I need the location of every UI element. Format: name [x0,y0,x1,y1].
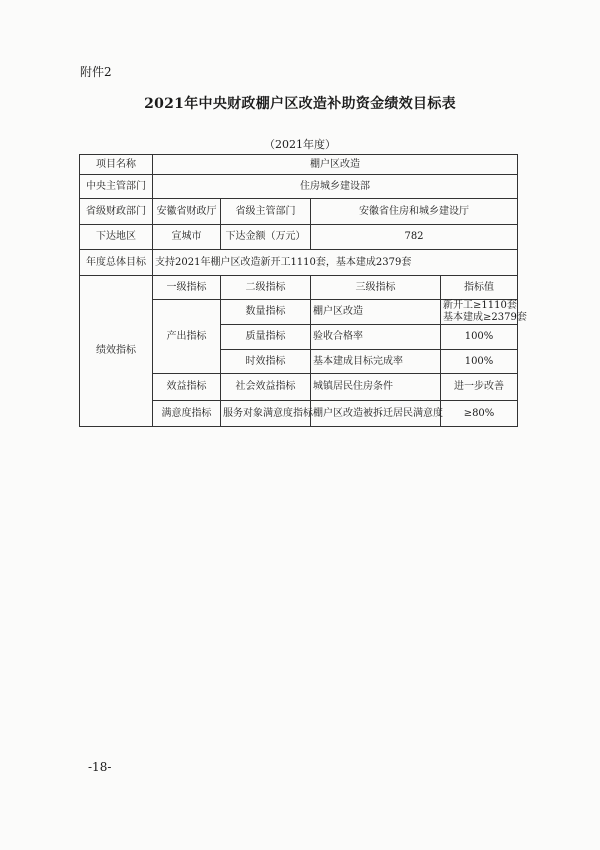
quantity-level3: 棚户区改造 [311,300,441,325]
table-row [80,175,518,199]
attachment-label: 附件2 [80,65,112,79]
table-row [80,276,518,300]
table-row [80,155,518,175]
quantity-value [441,300,527,325]
region-label: 下达地区 [80,225,153,250]
social-benefit-label: 社会效益指标 [221,374,311,401]
quantity-value-completed: 基本建成≥2379套 [443,312,527,323]
header-value: 指标值 [441,276,518,300]
benefit-indicator-label: 效益指标 [153,374,221,401]
prov-finance-value: 安徽省财政厅 [153,199,221,225]
performance-target-table [79,154,527,427]
quality-level3: 验收合格率 [311,325,441,350]
timeliness-level3: 基本建成目标完成率 [311,350,441,374]
annual-goal-label: 年度总体目标 [80,250,153,276]
project-name-value: 棚户区改造 [153,155,518,175]
satisfaction-value: ≥80% [441,401,518,427]
quantity-indicator-label: 数量指标 [221,300,311,325]
amount-label: 下达金额（万元） [221,225,311,250]
social-benefit-value: 进一步改善 [441,374,518,401]
table-row [80,250,518,276]
central-dept-value: 住房城乡建设部 [153,175,518,199]
amount-value: 782 [311,225,518,250]
perf-indicator-label: 绩效指标 [80,276,153,427]
central-dept-label: 中央主管部门 [80,175,153,199]
year-label: （2021年度） [264,138,336,151]
page-number: -18- [88,760,112,774]
quality-value: 100% [441,325,518,350]
prov-dept-value: 安徽省住房和城乡建设厅 [311,199,518,225]
table-row [80,199,518,225]
header-level3: 三级指标 [311,276,441,300]
satisfaction-level2: 服务对象满意度指标 [221,401,311,427]
timeliness-value: 100% [441,350,518,374]
satisfaction-level3: 棚户区改造被拆迁居民满意度 [311,401,441,427]
quality-indicator-label: 质量指标 [221,325,311,350]
quantity-value-new-start: 新开工≥1110套 [443,300,517,311]
document-title: 2021年中央财政棚户区改造补助资金绩效目标表 [144,96,456,112]
prov-dept-label: 省级主管部门 [221,199,311,225]
project-name-label: 项目名称 [80,155,153,175]
annual-goal-value: 支持2021年棚户区改造新开工1110套，基本建成2379套 [153,250,518,276]
satisfaction-indicator-label: 满意度指标 [153,401,221,427]
prov-finance-label: 省级财政部门 [80,199,153,225]
social-benefit-level3: 城镇居民住房条件 [311,374,441,401]
header-level2: 二级指标 [221,276,311,300]
timeliness-indicator-label: 时效指标 [221,350,311,374]
output-indicator-label: 产出指标 [153,300,221,374]
region-value: 宣城市 [153,225,221,250]
table-row [80,225,518,250]
header-level1: 一级指标 [153,276,221,300]
